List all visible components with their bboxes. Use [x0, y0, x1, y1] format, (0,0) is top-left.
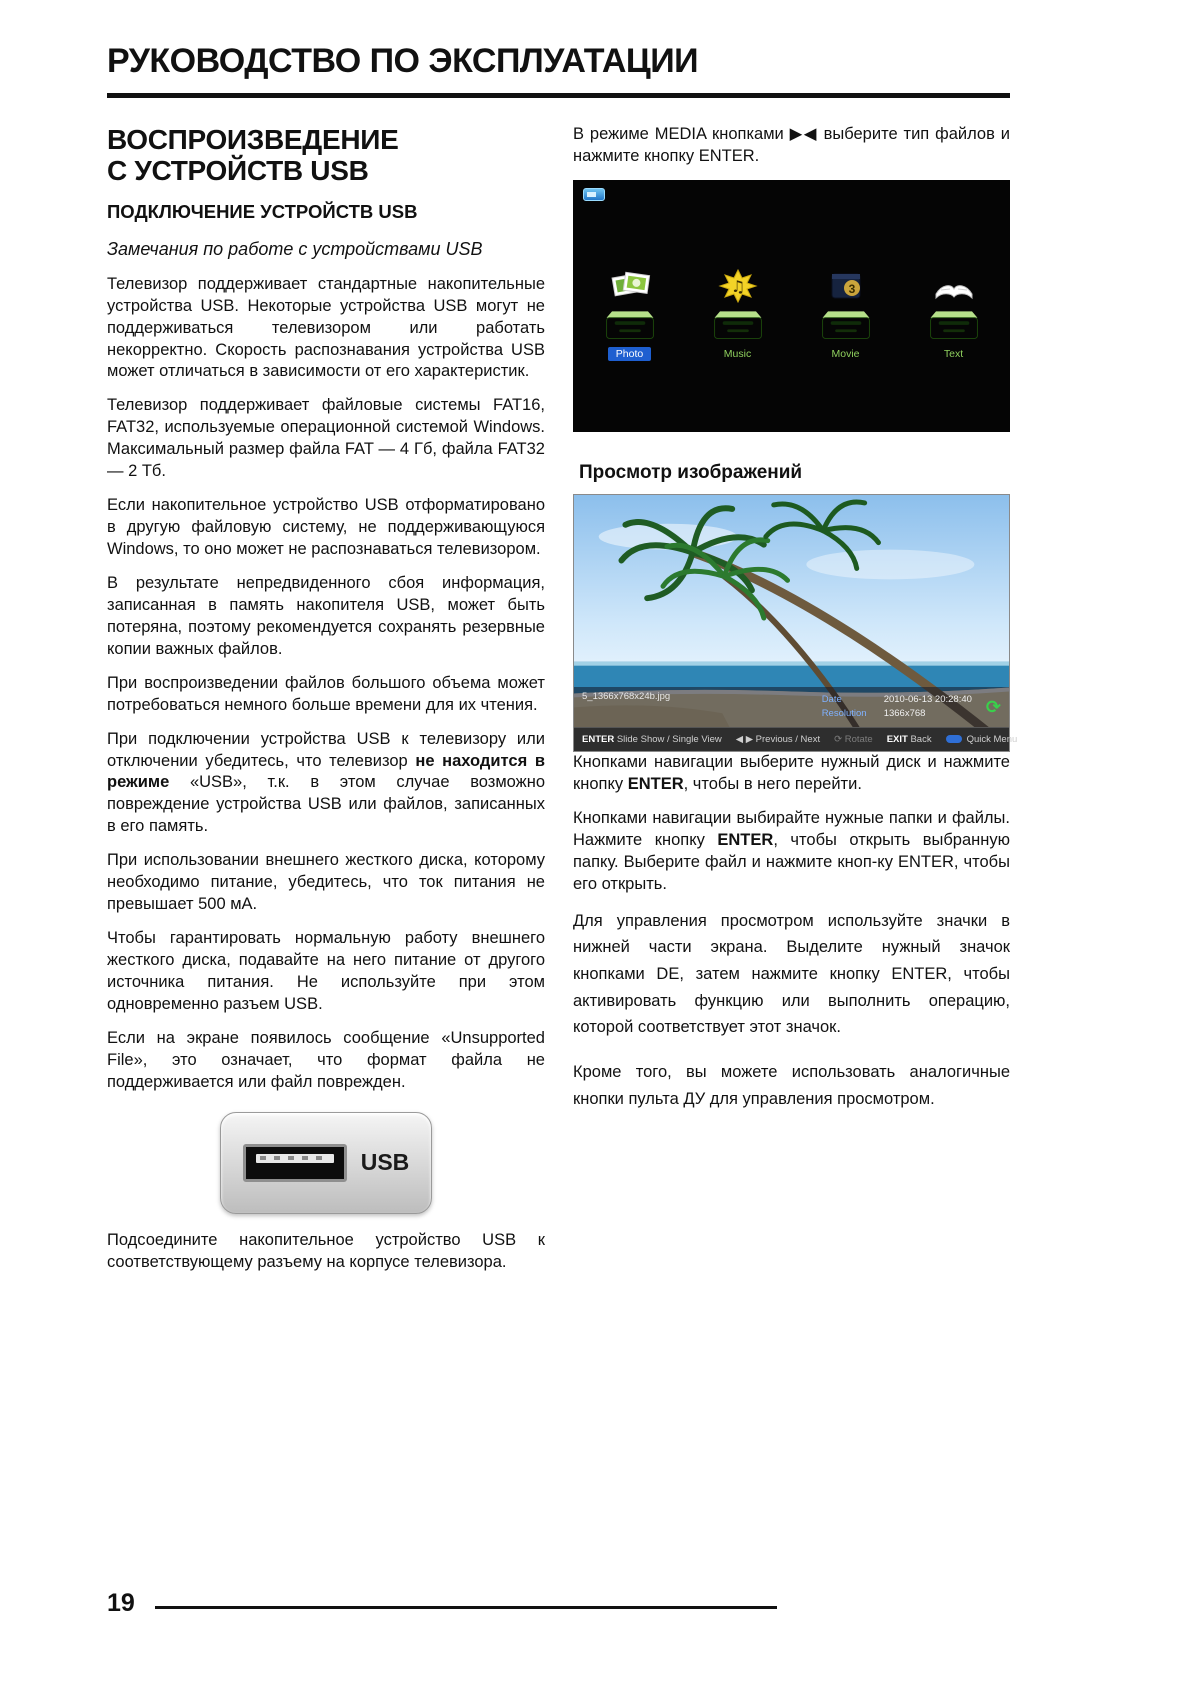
quick-menu-label: Quick Menu [966, 733, 1018, 745]
resolution-value: 1366x768 [883, 708, 926, 720]
viewer-control-bar [574, 727, 1018, 751]
book-icon [932, 264, 976, 304]
control-quick-menu[interactable] [946, 734, 1018, 745]
photo-stack-icon [609, 264, 651, 304]
slideshow-label: Slide Show / Single View [616, 733, 722, 745]
warning-bold: не находится в режиме [107, 751, 546, 792]
page-number: 19 [107, 1589, 135, 1617]
media-item-text [917, 264, 991, 362]
paragraph-enter-disk [573, 752, 1010, 796]
control-prev-next[interactable] [736, 734, 820, 745]
viewer-info-bar [574, 687, 1009, 727]
quick-menu-key-icon [946, 735, 962, 743]
enter-disk-bold: ENTER [627, 774, 684, 793]
right-column [573, 124, 1018, 1286]
resolution-label: Resolution [821, 708, 867, 720]
media-item-photo [593, 264, 667, 362]
enter-disk-pre: Кнопками навигации выберите нужный диск и нажмите кнопку [573, 752, 1010, 793]
rotate-label: Rotate [844, 733, 873, 745]
enter-folder-bold: ENTER [717, 830, 774, 849]
svg-text:♫: ♫ [730, 276, 745, 296]
paragraph: Чтобы гарантировать нормальную работу внешнего жесткого диска, подавайте на него питание от другого источника питания. Не используйте при этом одновременно разъем USB. [107, 929, 545, 1013]
media-item-movie [809, 264, 883, 362]
paragraph: Телевизор поддерживает стандартные накопительные устройства USB. Некоторые устройства USB могут не поддерживаться телевизором или работать некорректно. Скорость распознавания устройства USB может отличаться в зависимости от его характеристик. [107, 274, 545, 381]
paragraph: При воспроизведении файлов большого объема может потребоваться немного больше времени для их чтения. [107, 673, 545, 714]
section-title-line2: С УСТРОЙСТВ USB [107, 155, 369, 187]
usb-connect-caption: Подсоедините накопительное устройство USB к соответствующему разъему на корпусе телевизора. [107, 1230, 545, 1271]
media-item-music [701, 264, 775, 362]
media-type-row [573, 264, 1010, 362]
section-subtitle: ПОДКЛЮЧЕНИЕ УСТРОЙСТВ USB [107, 200, 418, 222]
enter-folder-pre: Кнопками навигации выбирайте нужные папки и файлы. Нажмите кнопку [573, 808, 1010, 849]
viewer-filename: 5_1366x768x24b.jpg [582, 690, 671, 702]
usb-port-label: USB [360, 1149, 410, 1176]
paragraph: Если на экране появилось сообщение «Unsupported File», это означает, что формат файла не поддерживается или файл поврежден. [107, 1028, 545, 1091]
section-title [107, 124, 545, 187]
control-rotate[interactable] [834, 734, 873, 745]
media-mode-intro: В режиме MEDIA кнопками ▶◀ выберите тип файлов и нажмите кнопку ENTER. [573, 125, 1010, 165]
enter-disk-post: , чтобы в него перейти. [683, 774, 862, 793]
media-menu-screenshot [573, 180, 1010, 432]
control-slideshow[interactable] [582, 734, 722, 745]
paragraph: Кроме того, вы можете использовать аналогичные кнопки пульта ДУ для управления просмотром. [573, 1063, 1010, 1108]
media-label-music[interactable]: Music [723, 347, 752, 360]
viewer-heading: Просмотр изображений [579, 461, 803, 483]
usb-pins [260, 1156, 330, 1160]
warning-pre: При подключении устройства USB к телевизору или отключении убедитесь, что телевизор [107, 729, 545, 770]
usb-receptacle-icon [243, 1144, 347, 1182]
paragraph: В результате непредвиденного сбоя информация, записанная в память накопителя USB, может быть потеряна, поэтому рекомендуется сохранять резервные копии важных файлов. [107, 573, 545, 658]
page-title: РУКОВОДСТВО ПО ЭКСПЛУАТАЦИИ [107, 42, 699, 80]
usb-stick-icon [583, 188, 605, 201]
rotate-icon[interactable]: ⟳ [985, 696, 1001, 717]
warning-post: «USB», т.к. в этом случае возможно повреждение устройства USB или файлов, записанных в его память. [107, 773, 545, 836]
paragraph-usb-warning [107, 729, 545, 839]
photo-viewer-screenshot [573, 494, 1018, 752]
music-note-icon [718, 264, 758, 304]
rotate-small-icon: ⟳ [834, 733, 843, 745]
media-label-photo[interactable]: Photo [608, 347, 651, 362]
paragraph: Для управления просмотром используйте значки в нижней части экрана. Выделите нужный значок кнопками DE, затем нажмите кнопку ENTER, чтобы активировать функцию или выполнить операцию, которой соответствует этот значок. [573, 911, 1010, 1037]
drive-icon [601, 306, 659, 342]
prev-next-icon: ◀ ▶ [735, 733, 754, 745]
enter-folder-post: , чтобы открыть выбранную папку. Выберите файл и нажмите кноп-ку ENTER, чтобы его открыть. [573, 830, 1010, 893]
drive-icon [709, 306, 767, 342]
section-title-line1: ВОСПРОИЗВЕДЕНИЕ [107, 124, 399, 155]
control-back[interactable] [887, 734, 932, 745]
drive-icon [925, 306, 983, 342]
header-rule [107, 93, 1010, 98]
exit-key-label: EXIT [886, 733, 908, 745]
page-footer [107, 1589, 777, 1618]
footer-rule [155, 1606, 777, 1609]
media-label-movie[interactable]: Movie [831, 347, 860, 360]
paragraph-enter-folder [573, 808, 1010, 896]
viewer-meta [822, 694, 972, 719]
drive-icon [817, 306, 875, 342]
film-icon [826, 264, 866, 304]
usb-port-illustration [220, 1112, 432, 1214]
back-label: Back [910, 733, 932, 745]
svg-text:3: 3 [848, 281, 855, 296]
paragraph: При использовании внешнего жесткого диска, которому необходимо питание, убедитесь, что ток питания не превышает 500 мА. [107, 851, 545, 914]
usb-notes-heading: Замечания по работе с устройствами USB [107, 238, 483, 259]
paragraph: Если накопительное устройство USB отформатировано в другую файловую систему, не поддерживающуюся Windows, то оно может не распознаваться телевизором. [107, 496, 545, 559]
media-label-text[interactable]: Text [943, 347, 964, 360]
date-value: 2010-06-13 20:28:40 [883, 694, 972, 706]
left-column [107, 124, 545, 1286]
enter-key-label: ENTER [582, 733, 615, 745]
prev-next-label: Previous / Next [755, 733, 821, 745]
paragraph: Телевизор поддерживает файловые системы FAT16, FAT32, используемые операционной системой Windows. Максимальный размер файла FAT — 4 Гб, файла FAT32 — 2 Тб. [107, 396, 545, 481]
date-label: Date [821, 694, 842, 706]
